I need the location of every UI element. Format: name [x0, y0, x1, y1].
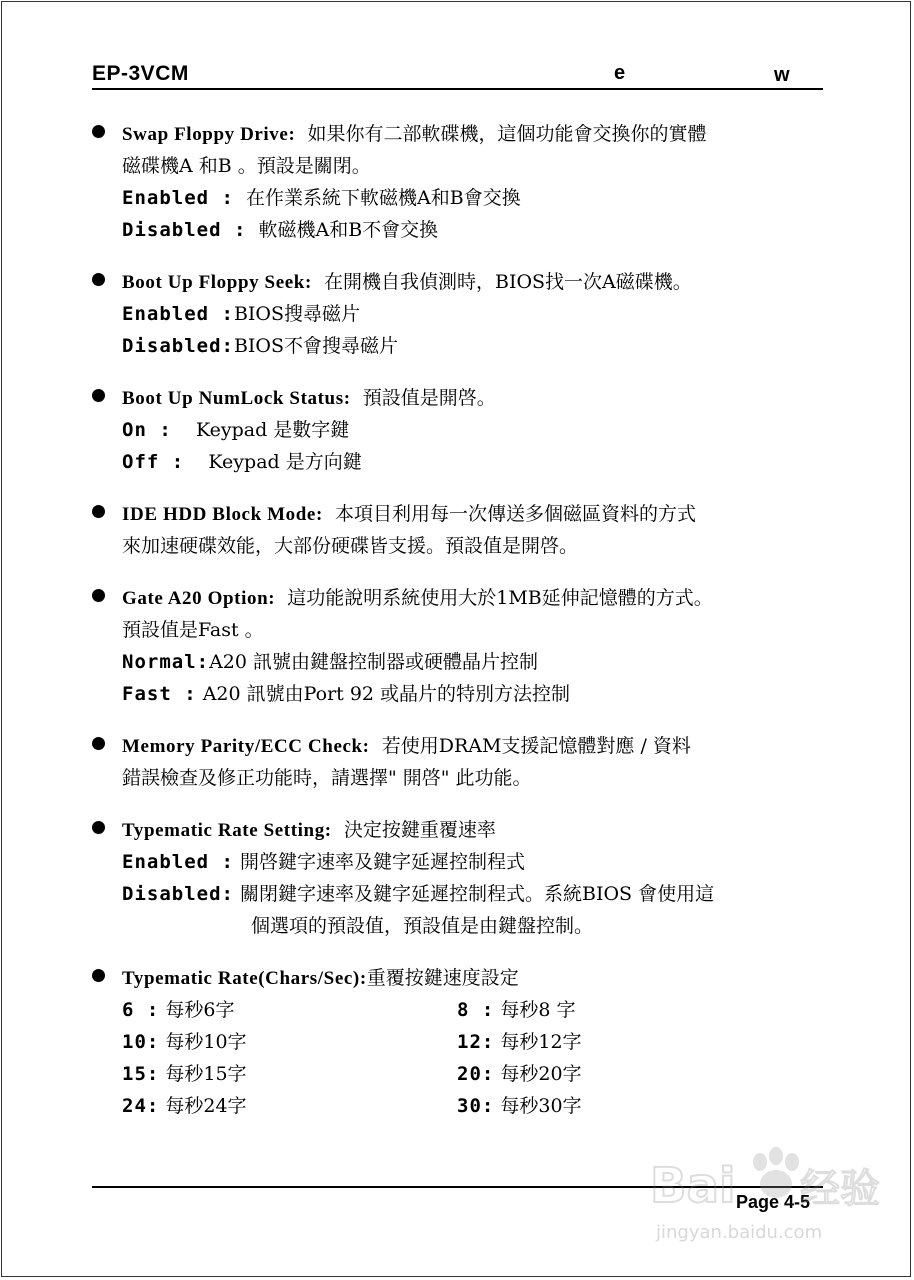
bullet-icon	[92, 589, 105, 602]
section-title: Typematic Rate(Chars/Sec):	[122, 968, 367, 989]
brand-logo-part1: e	[614, 62, 626, 84]
section-boot-up-numlock-status	[92, 382, 832, 478]
section-typematic-rate-chars-sec	[92, 962, 832, 1122]
option-row	[92, 878, 832, 910]
section-description: 若使用DRAM支援記憶體對應 / 資料	[381, 735, 691, 757]
option-text: 關閉鍵字速率及鍵字延遲控制程式。系統BIOS 會使用這	[240, 883, 715, 905]
option-row	[92, 678, 832, 710]
option-key: Off :	[122, 451, 185, 473]
baidu-watermark	[648, 1140, 880, 1250]
section-description-cont: 來加速硬碟效能，大部份硬碟皆支援。預設值是開啓。	[122, 535, 579, 557]
bullet-icon	[92, 505, 105, 518]
option-row	[92, 182, 832, 214]
rate-item: 8 : 每秒8 字	[457, 999, 576, 1021]
svg-text:经验: 经验	[800, 1166, 880, 1212]
svg-text:Bai: Bai	[650, 1158, 736, 1214]
rate-item: 30: 每秒30字	[457, 1095, 582, 1117]
option-key: Normal:	[122, 651, 210, 673]
option-text: BIOS搜尋磁片	[233, 303, 361, 325]
option-key: Enabled :	[122, 187, 234, 209]
option-key: Disabled:	[122, 335, 234, 357]
section-description: 預設值是開啓。	[362, 387, 496, 409]
section-gate-a20-option	[92, 582, 832, 710]
option-text: BIOS不會搜尋磁片	[233, 335, 399, 357]
brand-logo-part2: w	[774, 64, 790, 86]
section-title: Gate A20 Option:	[122, 588, 276, 609]
option-key: On :	[122, 419, 172, 441]
option-key: Enabled :	[122, 303, 234, 325]
rate-grid	[92, 994, 832, 1122]
option-row	[92, 298, 832, 330]
section-description: 這功能說明系統使用大於1MB延伸記憶體的方式。	[287, 587, 713, 609]
section-swap-floppy-drive	[92, 118, 832, 246]
bullet-icon	[92, 389, 105, 402]
section-description-cont: 磁碟機A 和B 。預設是關閉。	[122, 155, 371, 177]
rate-item: 15: 每秒15字	[122, 1063, 247, 1085]
option-text-cont: 個選項的預設值，預設值是由鍵盤控制。	[251, 915, 594, 937]
section-title: Boot Up NumLock Status:	[122, 388, 351, 409]
section-title: Swap Floppy Drive:	[122, 124, 296, 145]
header-rule	[92, 88, 823, 90]
bios-settings-list	[92, 118, 832, 1122]
option-text: Keypad 是數字鍵	[195, 419, 350, 441]
section-description: 如果你有二部軟碟機，這個功能會交換你的實體	[307, 123, 707, 145]
rate-item: 20: 每秒20字	[457, 1063, 582, 1085]
option-row	[92, 846, 832, 878]
section-title: Boot Up Floppy Seek:	[122, 272, 312, 293]
page-number: Page 4-5	[736, 1192, 811, 1212]
section-typematic-rate-setting	[92, 814, 832, 942]
model-name: EP-3VCM	[92, 62, 189, 85]
section-ide-hdd-block-mode	[92, 498, 832, 562]
option-text: A20 訊號由Port 92 或晶片的特別方法控制	[202, 683, 571, 705]
section-description: 本項目利用每一次傳送多個磁區資料的方式	[334, 503, 696, 525]
section-title: Typematic Rate Setting:	[122, 820, 332, 841]
section-title: IDE HDD Block Mode:	[122, 504, 323, 525]
option-text: A20 訊號由鍵盤控制器或硬體晶片控制	[209, 651, 539, 673]
section-memory-parity-ecc-check	[92, 730, 832, 794]
option-text: 在作業系統下軟磁機A和B會交換	[246, 187, 521, 209]
bullet-icon	[92, 737, 105, 750]
section-title: Memory Parity/ECC Check:	[122, 736, 370, 757]
option-text: Keypad 是方向鍵	[208, 451, 362, 473]
option-row	[92, 214, 832, 246]
section-description: 決定按鍵重覆速率	[343, 819, 496, 841]
option-key: Disabled :	[122, 219, 247, 241]
section-description: 在開機自我偵測時，BIOS找一次A磁碟機。	[323, 271, 692, 293]
option-row	[92, 414, 832, 446]
rate-item: 24: 每秒24字	[122, 1095, 247, 1117]
option-row	[92, 446, 832, 478]
section-description-cont: 錯誤檢查及修正功能時，請選擇" 開啓" 此功能。	[122, 767, 532, 789]
option-row	[92, 646, 832, 678]
option-key: Fast :	[122, 683, 197, 705]
rate-item: 6 : 每秒6字	[122, 999, 235, 1021]
watermark-url: jingyan.baidu.com	[656, 1222, 823, 1243]
section-description-cont: 預設值是Fast 。	[122, 619, 264, 641]
rate-item: 12: 每秒12字	[457, 1031, 582, 1053]
option-key: Enabled :	[122, 851, 234, 873]
rate-item: 10: 每秒10字	[122, 1031, 247, 1053]
bullet-icon	[92, 273, 105, 286]
option-key: Disabled:	[122, 883, 234, 905]
bullet-icon	[92, 969, 105, 982]
bullet-icon	[92, 821, 105, 834]
section-description: 重覆按鍵速度設定	[366, 967, 519, 989]
option-text: 軟磁機A和B不會交換	[258, 219, 439, 241]
option-row	[92, 330, 832, 362]
baidu-paw-logo-icon	[648, 1140, 880, 1218]
section-boot-up-floppy-seek	[92, 266, 832, 362]
bullet-icon	[92, 125, 105, 138]
option-text: 開啓鍵字速率及鍵字延遲控制程式	[240, 851, 526, 873]
